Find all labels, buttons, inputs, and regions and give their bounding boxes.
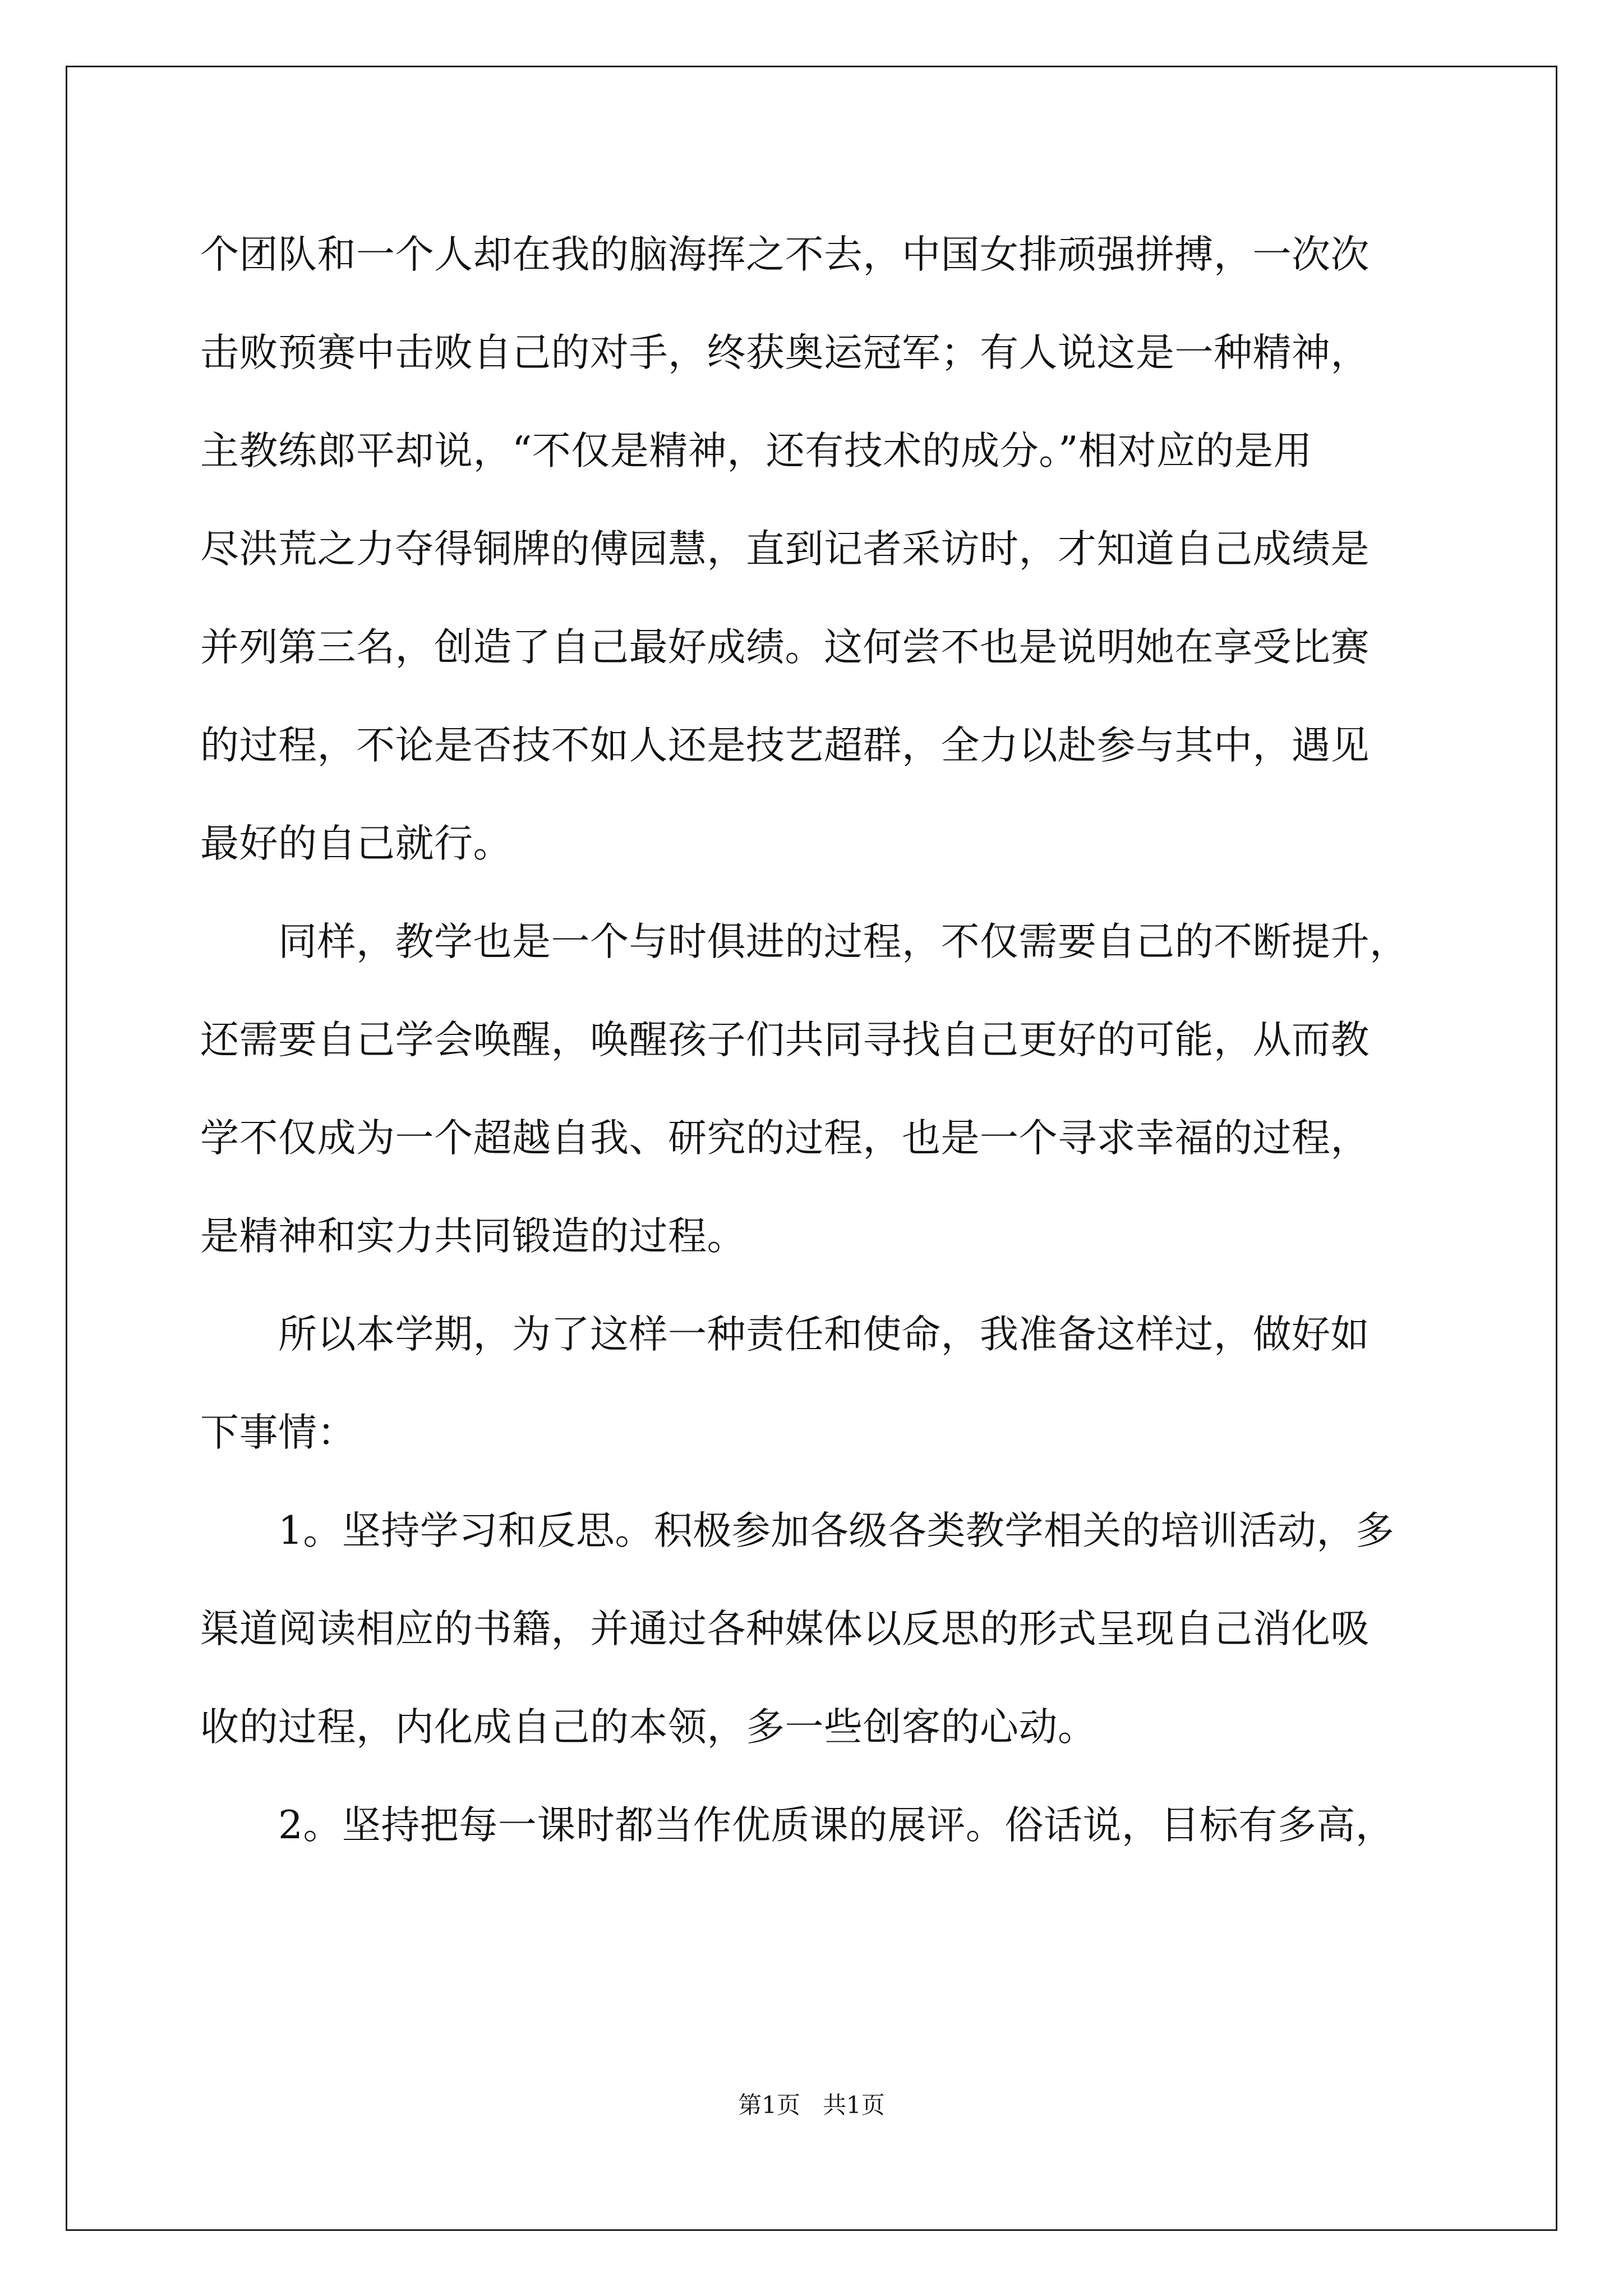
text-line: 击败预赛中击败自己的对手，终获奥运冠军；有人说这是一种精神， xyxy=(200,330,1370,375)
text-line: 并列第三名，创造了自己最好成绩。这何尝不也是说明她在享受比赛 xyxy=(200,625,1370,670)
document-body xyxy=(200,220,1434,1889)
text-line: 2。坚持把每一课时都当作优质课的展评。俗话说，目标有多高， xyxy=(200,1803,1395,1848)
text-line: 渠道阅读相应的书籍，并通过各种媒体以反思的形式呈现自己消化吸 xyxy=(200,1607,1370,1651)
text-line: 个团队和一个人却在我的脑海挥之不去，中国女排顽强拼搏，一次次 xyxy=(200,232,1370,277)
text-line: 学不仅成为一个超越自我、研究的过程，也是一个寻求幸福的过程， xyxy=(200,1116,1370,1161)
text-line: 同样，教学也是一个与时俱进的过程，不仅需要自己的不断提升， xyxy=(200,919,1409,964)
text-line: 所以本学期，为了这样一种责任和使命，我准备这样过，做好如 xyxy=(200,1312,1370,1357)
text-line: 的过程，不论是否技不如人还是技艺超群，全力以赴参与其中，遇见 xyxy=(200,723,1370,768)
text-line: 还需要自己学会唤醒，唤醒孩子们共同寻找自己更好的可能，从而教 xyxy=(200,1018,1370,1062)
text-line: 最好的自己就行。 xyxy=(200,821,512,866)
text-line: 尽洪荒之力夺得铜牌的傅园慧，直到记者采访时，才知道自己成绩是 xyxy=(200,527,1370,572)
text-line: 下事情： xyxy=(200,1410,356,1455)
text-line: 是精神和实力共同锻造的过程。 xyxy=(200,1214,746,1259)
text-line: 主教练郎平却说，“不仅是精神，还有技术的成分。”相对应的是用 xyxy=(200,429,1313,473)
text-line: 收的过程，内化成自己的本领，多一些创客的心动。 xyxy=(200,1705,1097,1750)
page-number-footer: 第1页 共1页 xyxy=(738,2091,885,2119)
text-line: 1。坚持学习和反思。积极参加各级各类教学相关的培训活动，多 xyxy=(200,1508,1395,1553)
